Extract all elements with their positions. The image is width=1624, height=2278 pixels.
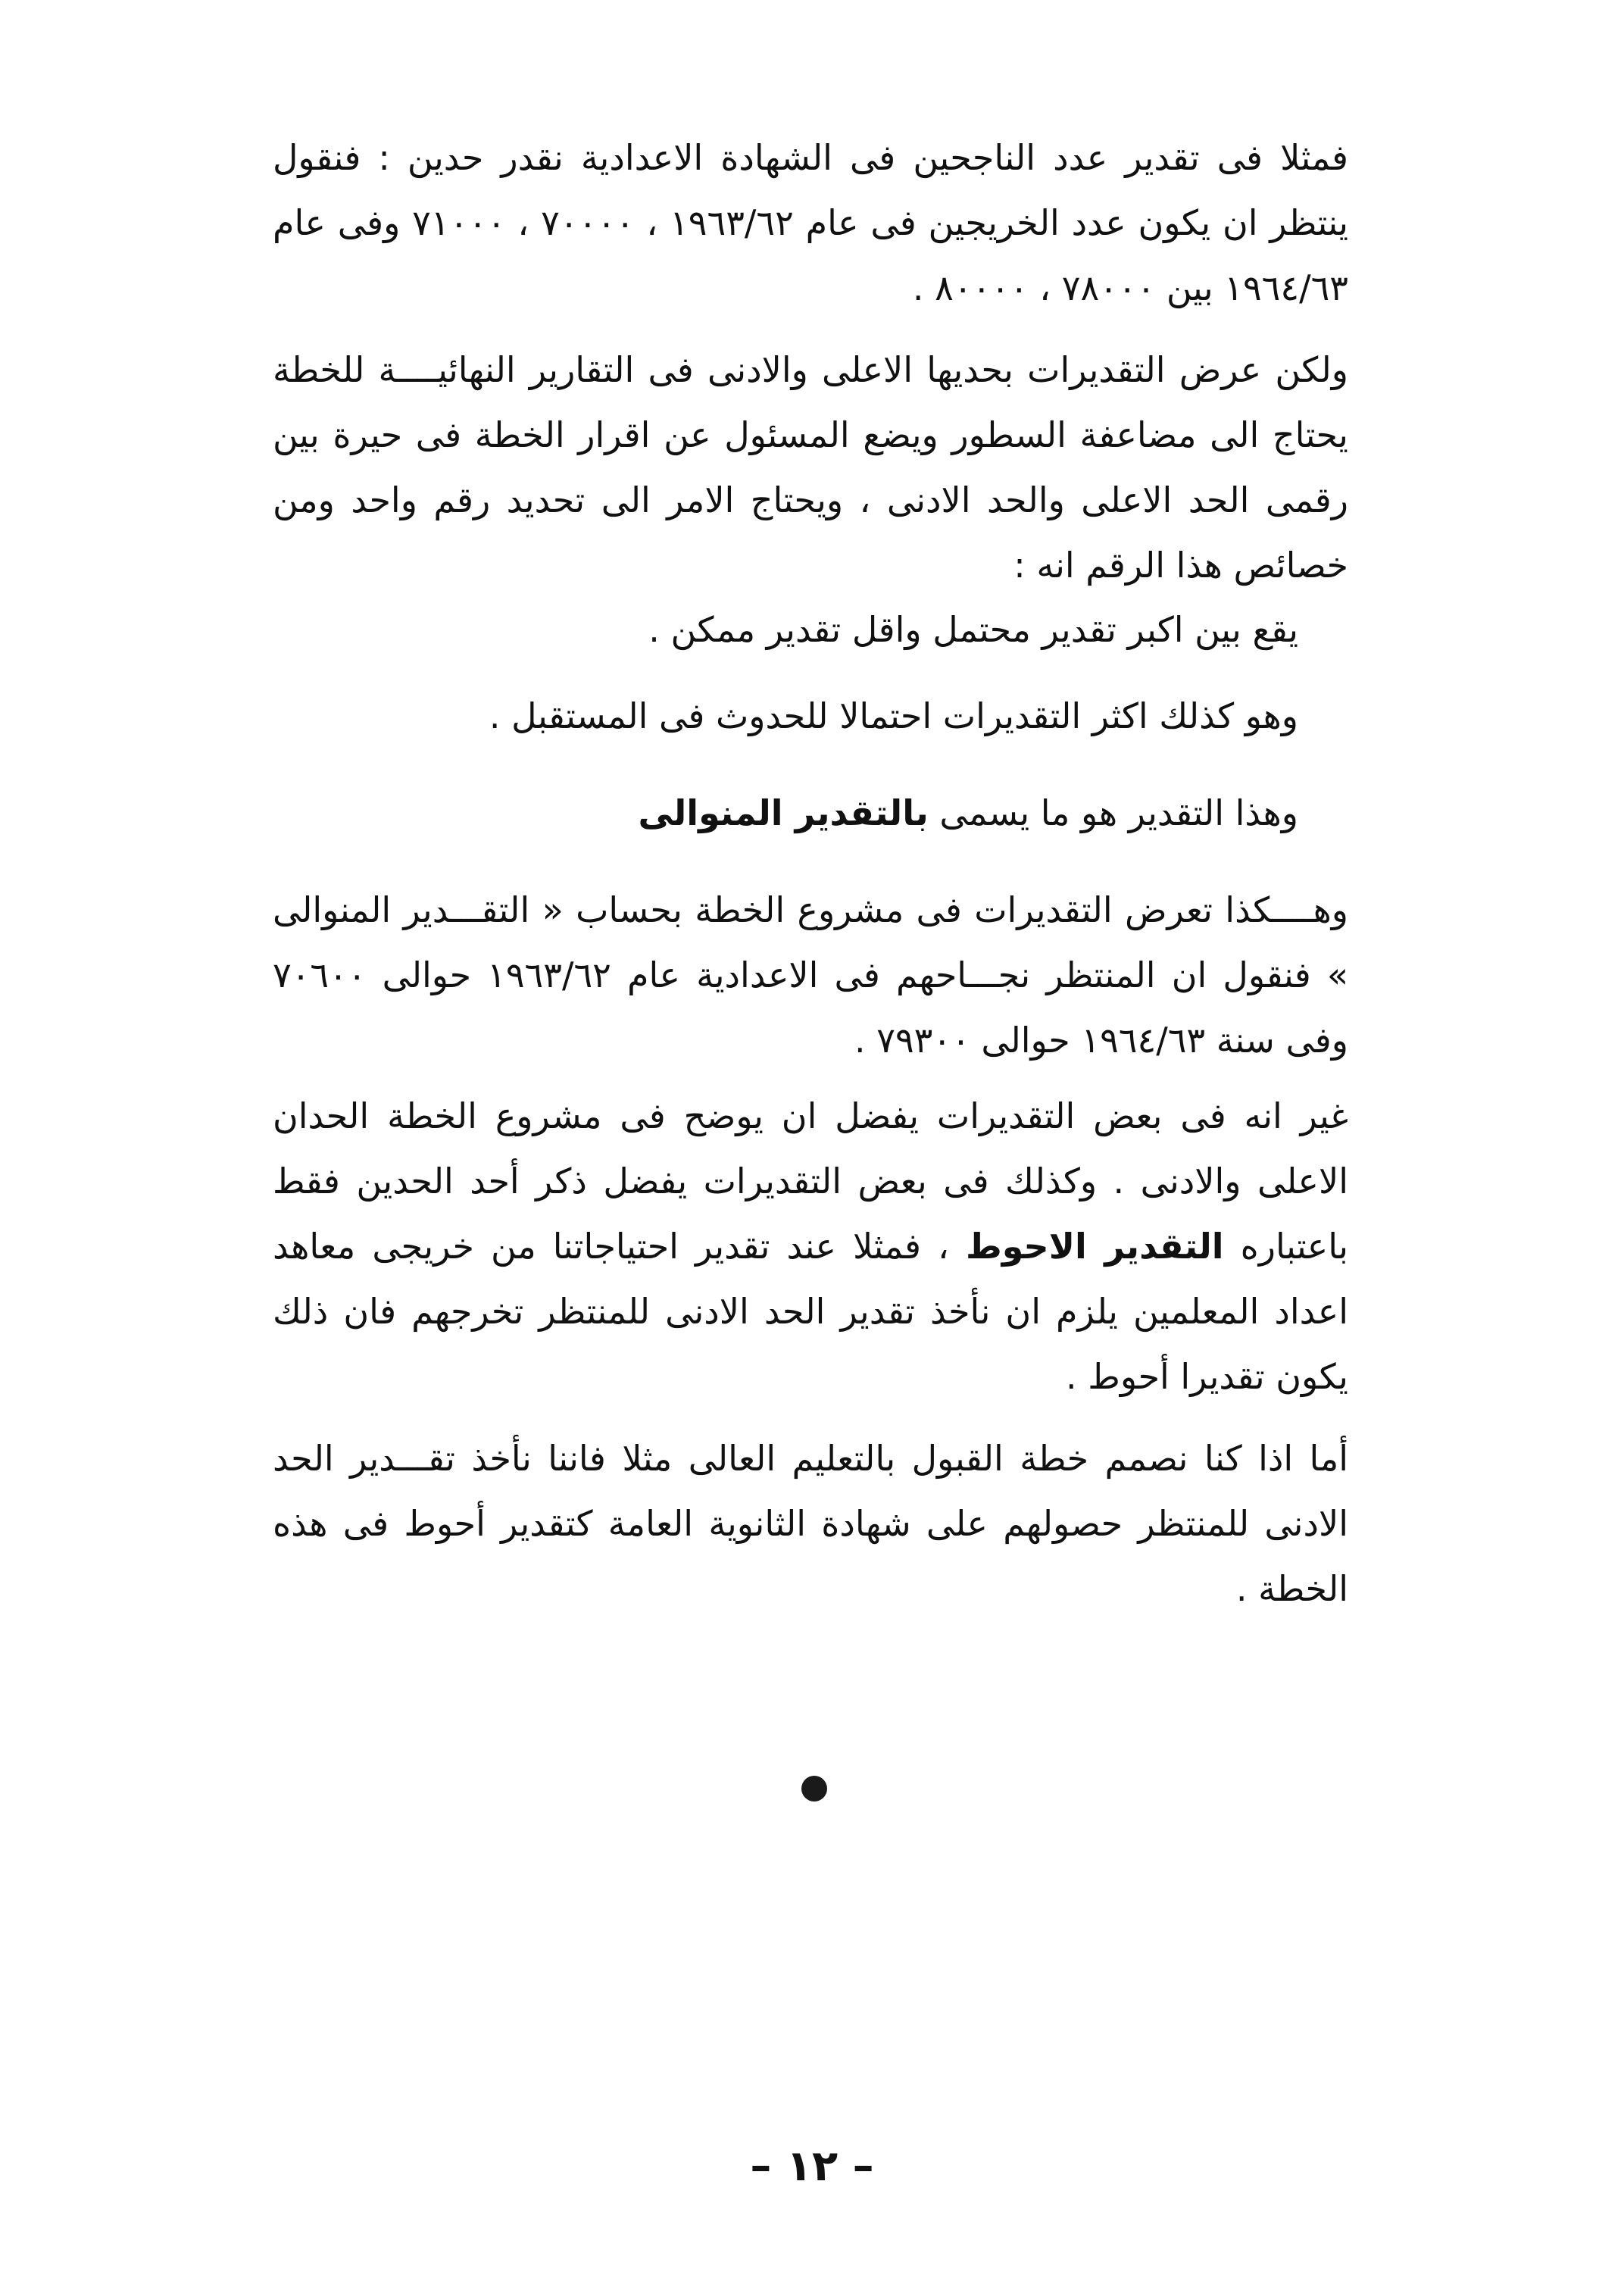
paragraph-estimate-example: فمثلا فى تقدير عدد الناجحين فى الشهادة الاعدادية نقدر حدين : فنقول ينتظر ان يكون عدد الخريجين فى عام ١٩٦٣/٦٢ ، ٧٠٠٠٠ ، ٧١٠٠٠ وفى عام ١٩٦٤/٦٣ بين ٧٨٠٠٠ ، ٨٠٠٠٠ . — [273, 137, 1349, 308]
paragraph-higher-education: أما اذا كنا نصمم خطة القبول بالتعليم العالى مثلا فاننا نأخذ تقـــدير الحد الادنى للمنتظر حصولهم على شهادة الثانوية العامة كتقدير أحوط فى هذه الخطة . — [273, 1438, 1348, 1609]
paragraph-modal-estimate-example: وهــــكذا تعرض التقديرات فى مشروع الخطة بحساب « التقـــدير المنوالى » فنقول ان المنتظر نجـــاحهم فى الاعدادية عام ١٩٦٣/٦٢ حوالى ٧٠٦٠٠ وفى سنة ١٩٦٤/٦٣ حوالى ٧٩٣٠٠ . — [273, 889, 1348, 1061]
paragraph-safest-estimate — [273, 1083, 1348, 1409]
modal-estimate-term: بالتقدير المنوالى — [638, 792, 929, 833]
safest-estimate-part-1: غير انه فى بعض التقديرات يفضل ان يوضح فى مشروع الخطة الحدان الاعلى والادنى . وكذلك فى بعض التقديرات يفضل ذكر أحد الحدين فقط باعتباره — [273, 1095, 1349, 1267]
ink-dot-mark — [801, 1776, 827, 1801]
property-line-likely: وهو كذلك اكثر التقديرات احتمالا للحدوث فى المستقبل . — [489, 695, 1298, 736]
page-number: – ١٢ – — [750, 2142, 874, 2191]
modal-estimate-prefix: وهذا التقدير هو ما يسمى — [928, 792, 1298, 833]
safest-estimate-term: التقدير الاحوط — [965, 1226, 1224, 1267]
property-line-modal-estimate — [639, 780, 1299, 845]
property-line-range: يقع بين اكبر تقدير محتمل واقل تقدير ممكن . — [648, 609, 1298, 650]
safest-estimate-part-2: ، فمثلا عند تقدير احتياجاتنا من خريجى معاهد اعداد المعلمين يلزم ان نأخذ تقدير الحد الادنى للمنتظر تخرجهم فان ذلك يكون تقديرا أحوط . — [273, 1226, 1348, 1397]
paragraph-single-figure: ولكن عرض التقديرات بحديها الاعلى والادنى فى التقارير النهائيــــة للخطة يحتاج الى مضاعفة السطور ويضع المسئول عن اقرار الخطة فى حيرة بين رقمى الحد الاعلى والحد الادنى ، ويحتاج الامر الى تحديد رقم واحد ومن خصائص هذا الرقم انه : — [273, 349, 1348, 586]
